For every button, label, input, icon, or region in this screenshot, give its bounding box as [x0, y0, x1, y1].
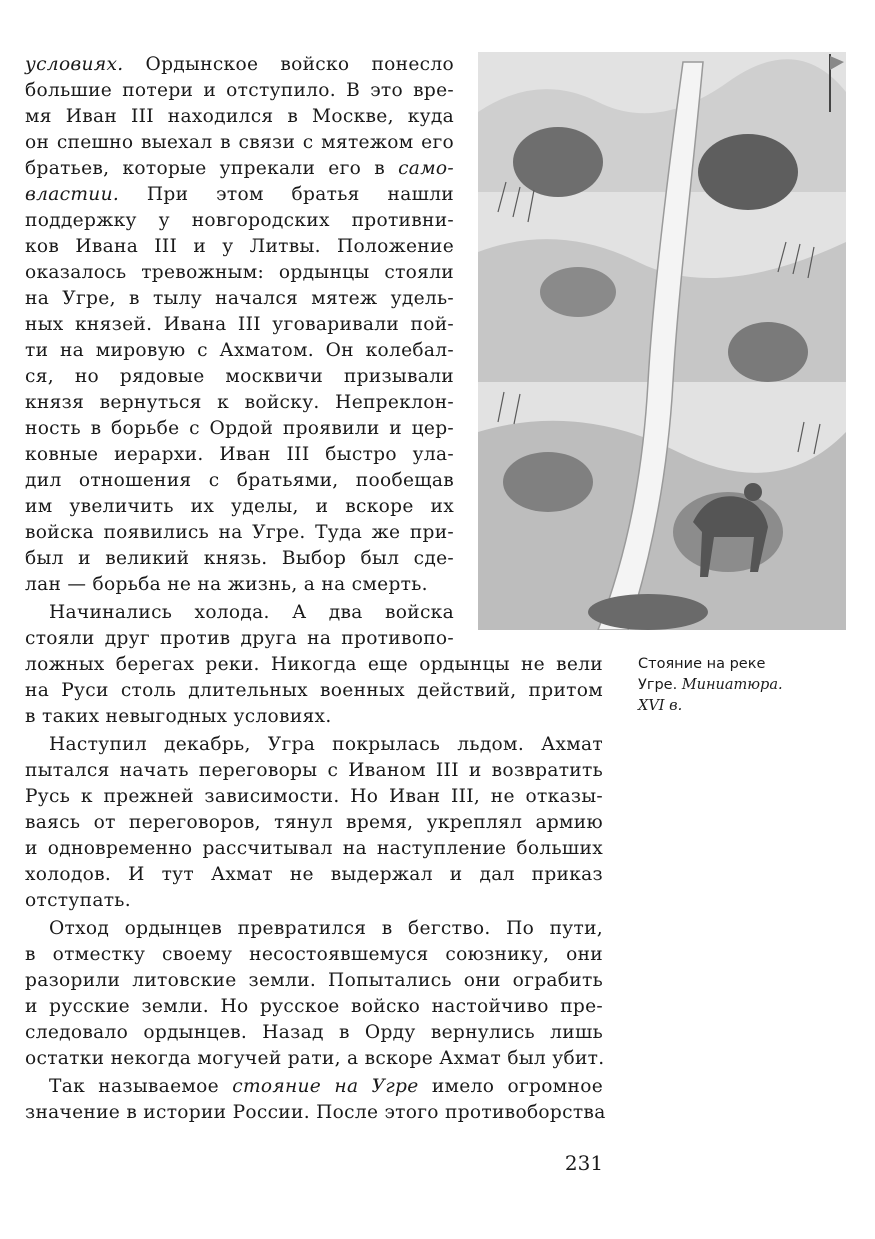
text-line: стояли друг против друга на противопо-: [25, 628, 454, 649]
text-line: отступать.: [25, 890, 131, 911]
text-line: на Угре, в тылу начался мятеж удель-: [25, 288, 454, 309]
text-line: в отместку своему несостоявшемуся союзнику, они: [25, 944, 603, 965]
text-line: ных князей. Ивана III уговаривали пой-: [25, 314, 454, 335]
text-line: ков Ивана III и у Литвы. Положение: [25, 236, 454, 257]
text-line: братьев, которые упрекали его в само-: [25, 158, 454, 179]
text-line: Русь к прежней зависимости. Но Иван III, не отказы-: [25, 786, 603, 807]
text-line: Так называемое стояние на Угре имело огромное: [49, 1076, 603, 1097]
text-line: и русские земли. Но русское войско настойчиво пре-: [25, 996, 603, 1017]
figure-caption: [638, 654, 843, 717]
text-line: значение в истории России. После этого противоборства: [25, 1102, 606, 1123]
text-line: поддержку у новгородских противни-: [25, 210, 454, 231]
caption-line: XVI в.: [638, 698, 683, 714]
text-line: ся, но рядовые москвичи призывали: [25, 366, 454, 387]
text-line: он спешно выехал в связи с мятежом его: [25, 132, 454, 153]
text-line: лан — борьба не на жизнь, а на смерть.: [25, 574, 428, 595]
text-line: холодов. И тут Ахмат не выдержал и дал приказ: [25, 864, 603, 885]
text-line: властии. При этом братья нашли: [25, 184, 454, 205]
text-line: Отход ордынцев превратился в бегство. По пути,: [49, 918, 603, 939]
text-line: оказалось тревожным: ордынцы стояли: [25, 262, 454, 283]
text-line: ность в борьбе с Ордой проявили и цер-: [25, 418, 454, 439]
text-line: ложных берегах реки. Никогда еще ордынцы не вели: [25, 654, 603, 675]
text-line: был и великий князь. Выбор был сде-: [25, 548, 454, 569]
text-line: Наступил декабрь, Угра покрылась льдом. Ахмат: [49, 734, 603, 755]
text-line: ваясь от переговоров, тянул время, укреплял армию: [25, 812, 603, 833]
text-line: в таких невыгодных условиях.: [25, 706, 332, 727]
text-line: Начинались холода. А два войска: [49, 602, 454, 623]
caption-line: Угре. Миниатюра.: [638, 677, 783, 693]
text-line: дил отношения с братьями, пообещав: [25, 470, 454, 491]
text-line: на Руси столь длительных военных действий, притом: [25, 680, 603, 701]
text-line: войска появились на Угре. Туда же при-: [25, 522, 454, 543]
miniature-illustration: [478, 52, 846, 630]
text-line: пытался начать переговоры с Иваном III и возвратить: [25, 760, 603, 781]
text-line: князя вернуться к войску. Непреклон-: [25, 392, 454, 413]
text-line: ти на мировую с Ахматом. Он колебал-: [25, 340, 454, 361]
caption-line: Стояние на реке: [638, 656, 766, 672]
text-line: ковные иерархи. Иван III быстро ула-: [25, 444, 454, 465]
text-line: разорили литовские земли. Попытались они ограбить: [25, 970, 603, 991]
text-line: остатки некогда могучей рати, а вскоре Ахмат был убит.: [25, 1048, 605, 1069]
text-line: следовало ордынцев. Назад в Орду вернулись лишь: [25, 1022, 603, 1043]
text-line: и одновременно рассчитывал на наступление больших: [25, 838, 603, 859]
text-line: мя Иван III находился в Москве, куда: [25, 106, 454, 127]
text-line: им увеличить их уделы, и вскоре их: [25, 496, 454, 517]
text-line: условиях. Ордынское войско понесло: [25, 54, 454, 75]
text-line: большие потери и отступило. В это вре-: [25, 80, 454, 101]
page-number: 231: [564, 1151, 604, 1175]
